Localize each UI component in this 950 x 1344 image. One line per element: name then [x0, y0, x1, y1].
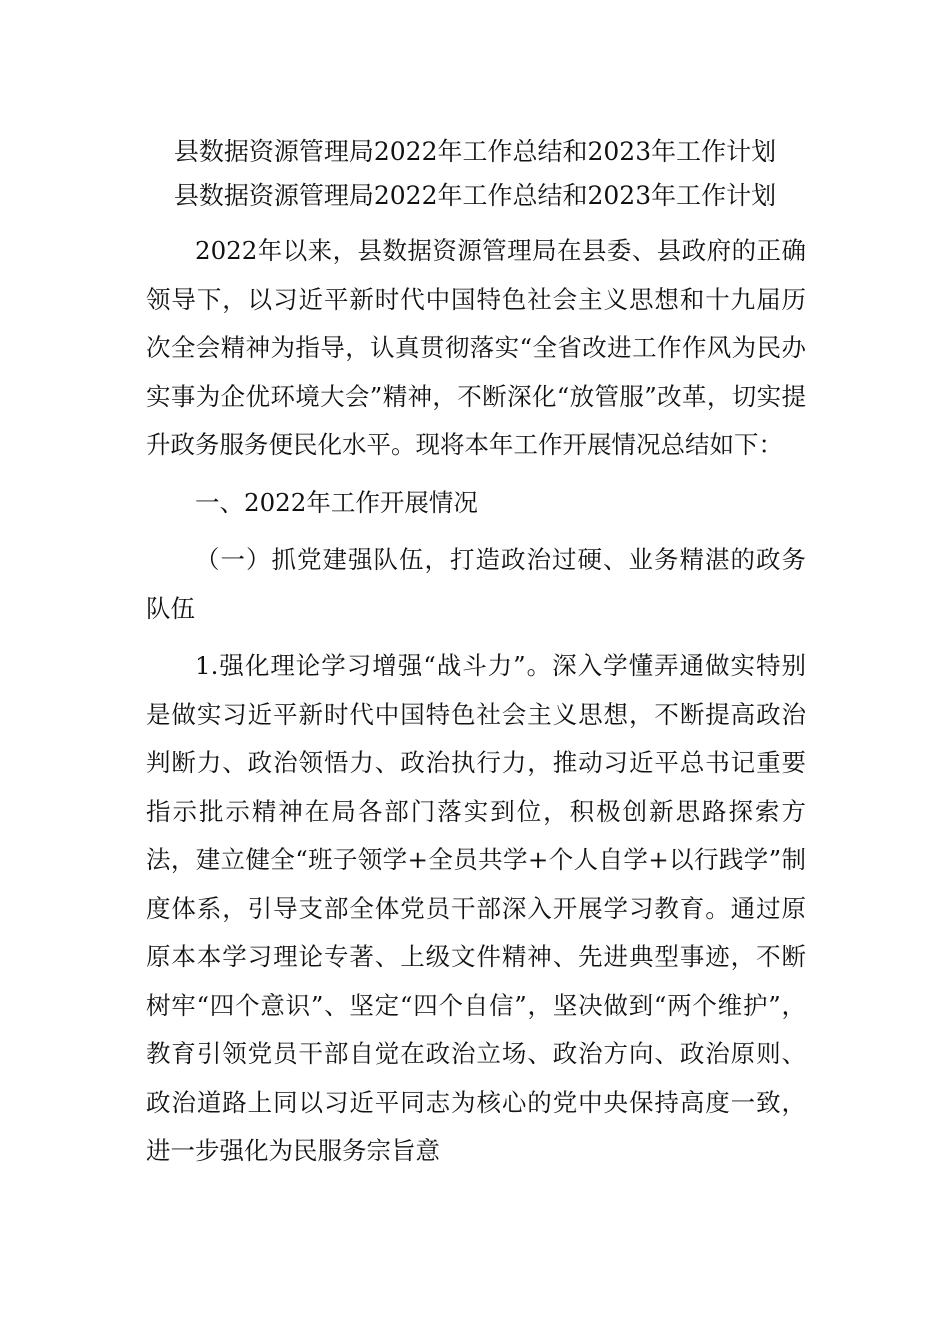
title-line-2: 县数据资源管理局2022年工作总结和2023年工作计划 [173, 181, 777, 210]
section-heading-1: 一、2022年工作开展情况 [195, 487, 478, 517]
document-body [146, 227, 806, 1185]
subsection-heading-1: （一）抓党建强队伍，打造政治过硬、业务精湛的政务队伍 [146, 545, 806, 623]
title-line-1: 县数据资源管理局2022年工作总结和2023年工作计划 [173, 137, 777, 166]
paragraph-item-1: 1.强化理论学习增强“战斗力”。深入学懂弄通做实特别是做实习近平新时代中国特色社会主义思想，不断提高政治判断力、政治领悟力、政治执行力，推动习近平总书记重要指示批示精神在局各部门落实到位，积极创新思路探索方法，建立健全“班子领学+全员共学+个人自学+以行践学”制度体系，引导支部全体党员干部深入开展学习教育。通过原原本本学习理论专著、上级文件精神、先进典型事迹，不断树牢“四个意识”、坚定“四个自信”，坚决做到“两个维护”，教育引领党员干部自觉在政治立场、政治方向、政治原则、政治道路上同以习近平同志为核心的党中央保持高度一致，进一步强化为民服务宗旨意 [146, 651, 806, 1165]
document-title [0, 130, 950, 218]
paragraph-intro: 2022年以来，县数据资源管理局在县委、县政府的正确领导下，以习近平新时代中国特色社会主义思想和十九届历次全会精神为指导，认真贯彻落实“全省改进工作作风为民办实事为企优环境大会”精神，不断深化“放管服”改革，切实提升政务服务便民化水平。现将本年工作开展情况总结如下： [146, 236, 806, 459]
